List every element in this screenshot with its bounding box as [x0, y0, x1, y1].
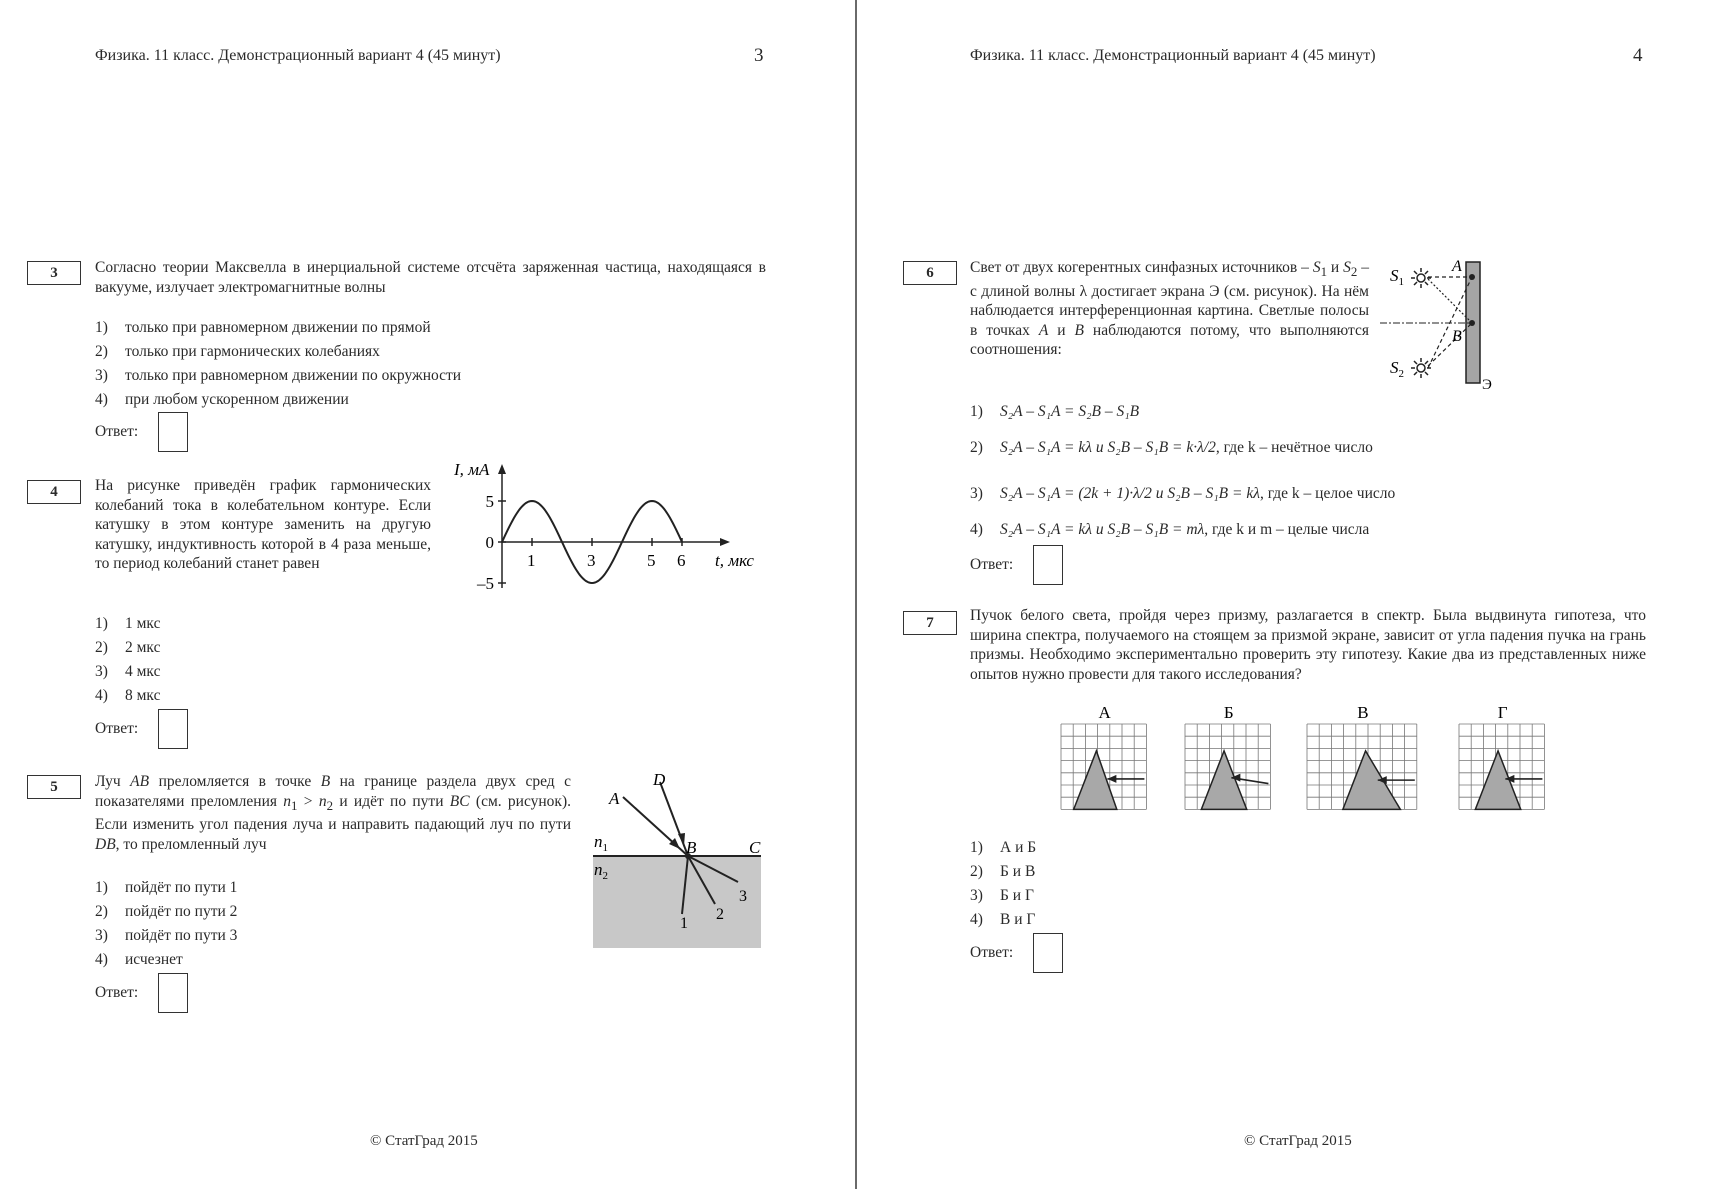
page-header: Физика. 11 класс. Демонстрационный вариант 4 (45 минут) — [95, 47, 501, 64]
question-number-box: 4 — [27, 480, 81, 504]
question-number-box: 3 — [27, 261, 81, 285]
refraction-figure — [588, 770, 763, 950]
label-n2: $n_2$ — [594, 860, 608, 882]
x-tick-label: 5 — [647, 551, 656, 570]
experiment-label: Г — [1497, 703, 1508, 722]
answer-option: 1) 1 мкс — [95, 615, 161, 632]
label-path-1: 1 — [680, 915, 688, 932]
label-path-3: 3 — [739, 888, 747, 905]
question-number-box: 6 — [903, 261, 957, 285]
answer-option: 2) Б и В — [970, 863, 1036, 880]
label-screen: Э — [1482, 377, 1492, 393]
y-tick-label: 5 — [485, 492, 494, 511]
answer-option: 2) только при гармонических колебаниях — [95, 343, 380, 360]
page-number: 3 — [754, 45, 764, 66]
answer-option: 2) пойдёт по пути 2 — [95, 903, 238, 920]
y-tick-label: –5 — [477, 574, 494, 593]
page-3 — [0, 0, 856, 1189]
sun-icon-s1 — [1411, 268, 1431, 288]
answer-option: 1) А и Б — [970, 839, 1037, 856]
page-4 — [858, 0, 1720, 1189]
question-number-box: 5 — [27, 775, 81, 799]
point-A — [1469, 274, 1475, 280]
label-D: D — [653, 770, 666, 789]
point-B — [1469, 320, 1475, 326]
question-7-text: Пучок белого света, пройдя через призму, разлагается в спектр. Была выдвинута гипотеза, что ширина спектра, получаемого на стоящем за призмой экране, зависит от угла падения пучка на грань призмы. Необходимо экспериментально проверить эту гипотезу. Какие два из представленных ниже опытов нужно провести для такого исследования? — [970, 607, 1646, 683]
x-tick-label: 3 — [587, 551, 596, 570]
label-A: A — [609, 789, 620, 808]
answer-option: 4) при любом ускоренном движении — [95, 391, 349, 408]
x-axis-label: t, мкс — [715, 551, 754, 570]
page-divider — [855, 0, 857, 1189]
answer-box[interactable] — [1033, 545, 1063, 585]
question-3-text: Согласно теории Максвелла в инерциальной системе отсчёта заряженная частица, находящаяся в вакууме, излучает электромагнитные волны — [95, 259, 766, 296]
answer-option: 1) S₂A – S₁A = S₂B – S₁B — [970, 403, 1140, 420]
answer-option: 3) S₂A – S₁A = (2k + 1)·λ/2 и S₂B – S₁B = kλ, где k – целое число — [970, 485, 1396, 502]
question-number-box: 7 — [903, 611, 957, 635]
answer-option: 4) исчезнет — [95, 951, 183, 968]
question-5-text: Луч AB преломляется в точке B на границе раздела двух сред с показателями преломления $n_1 > n_2$ и идёт по пути BC (см. рисунок). Если изменить угол падения луча и направить падающий луч по пути DB, то преломленный луч — [95, 773, 572, 853]
label-n1: $n_1$ — [594, 832, 608, 854]
y-axis-arrow — [498, 464, 506, 474]
answer-label: Ответ: — [95, 720, 139, 737]
label-path-2: 2 — [716, 906, 724, 923]
answer-label: Ответ: — [970, 944, 1014, 961]
label-b: B — [1452, 328, 1462, 345]
ray-DB-arrow — [678, 833, 685, 846]
answer-option: 3) 4 мкс — [95, 663, 161, 680]
experiment-label: Б — [1223, 703, 1234, 722]
answer-option: 3) Б и Г — [970, 887, 1034, 904]
interference-figure — [1388, 252, 1508, 392]
prism-experiment-2 — [1184, 700, 1273, 815]
label-B: B — [686, 838, 697, 857]
answer-box[interactable] — [158, 973, 188, 1013]
answer-option: 3) пойдёт по пути 3 — [95, 927, 238, 944]
answer-option: 2) S₂A – S₁A = kλ и S₂B – S₁B = k·λ/2, где k – нечётное число — [970, 439, 1373, 456]
answer-option: 4) 8 мкс — [95, 687, 161, 704]
prism-experiment-1 — [1060, 700, 1149, 815]
prism-experiment-3 — [1306, 700, 1420, 815]
y-tick-label: 0 — [485, 533, 494, 552]
label-C: C — [749, 838, 761, 857]
sun-icon-s2 — [1411, 358, 1431, 378]
page-header: Физика. 11 класс. Демонстрационный вариант 4 (45 минут) — [970, 47, 1376, 64]
medium-2 — [593, 856, 761, 948]
answer-box[interactable] — [158, 412, 188, 452]
current-oscillation-chart — [440, 458, 760, 606]
page-number: 4 — [1633, 45, 1643, 66]
answer-label: Ответ: — [95, 984, 139, 1001]
x-tick-label: 1 — [527, 551, 536, 570]
experiment-label: В — [1357, 703, 1369, 722]
label-s1: $S_1$ — [1390, 266, 1404, 288]
experiment-label: А — [1098, 703, 1111, 722]
prism-experiment-4 — [1458, 700, 1547, 815]
label-s2: $S_2$ — [1390, 358, 1404, 380]
x-axis-arrow — [720, 538, 730, 546]
answer-option: 4) В и Г — [970, 911, 1036, 928]
answer-option: 1) пойдёт по пути 1 — [95, 879, 238, 896]
y-axis-label: I, мА — [454, 460, 490, 479]
page-footer: © СтатГрад 2015 — [370, 1133, 478, 1149]
answer-box[interactable] — [158, 709, 188, 749]
answer-box[interactable] — [1033, 933, 1063, 973]
light-beam-arrow — [1107, 775, 1116, 783]
answer-option: 2) 2 мкс — [95, 639, 161, 656]
answer-option: 1) только при равномерном движении по прямой — [95, 319, 431, 336]
page-footer: © СтатГрад 2015 — [1244, 1133, 1352, 1149]
answer-option: 3) только при равномерном движении по окружности — [95, 367, 462, 384]
answer-label: Ответ: — [95, 423, 139, 440]
question-6-text: Свет от двух когерентных синфазных источников – $S_1$ и $S_2$ – с длиной волны λ достигает экрана Э (см. рисунок). На нём наблюдается интерференционная картина. Светлые полосы в точках A и B наблюдаются потому, что выполняются соотношения: — [970, 259, 1370, 359]
answer-option: 4) S₂A – S₁A = kλ и S₂B – S₁B = mλ, где k и m – целые числа — [970, 521, 1370, 538]
answer-label: Ответ: — [970, 556, 1014, 573]
x-tick-label: 6 — [677, 551, 686, 570]
question-4-text: На рисунке приведён график гармонических колебаний тока в колебательном контуре. Если катушку в этом контуре заменить на другую катушку, индуктивность которой в 4 раза меньше, то период колебаний станет равен — [95, 477, 431, 572]
label-a: A — [1452, 258, 1462, 275]
